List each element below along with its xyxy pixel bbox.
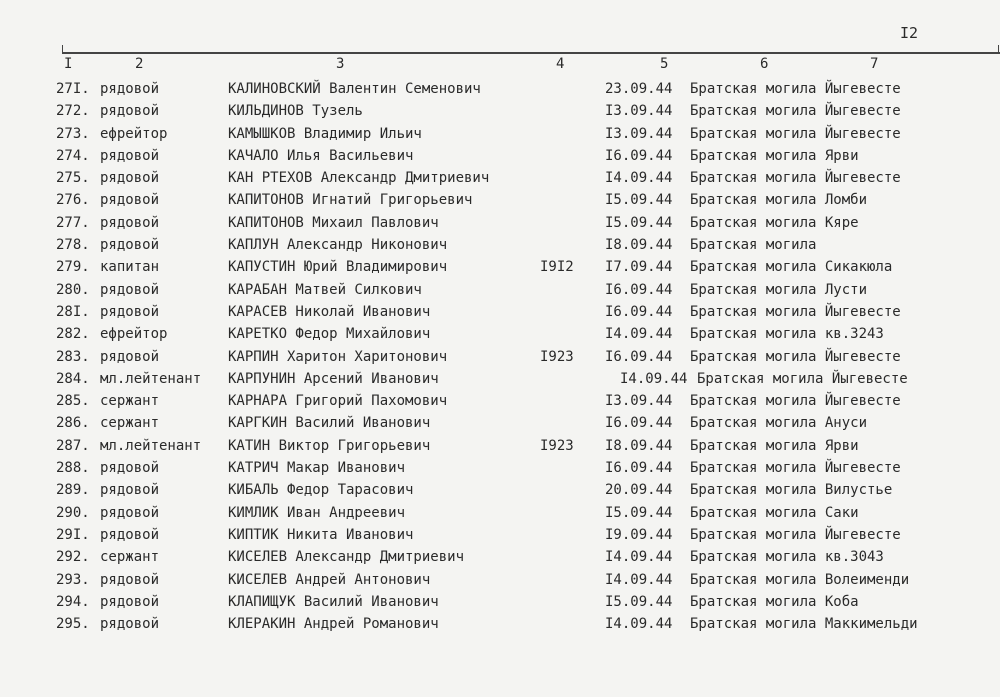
- record-rank: рядовой: [100, 348, 160, 365]
- record-death-date: I8.09.44: [605, 237, 673, 254]
- record-rank: рядовой: [100, 192, 160, 209]
- list-item: [0, 547, 1000, 569]
- record-birth-year: I9I2: [540, 259, 574, 276]
- record-death-date: I3.09.44: [605, 125, 673, 142]
- list-item: [0, 324, 1000, 346]
- record-name: КАМЫШКОВ Владимир Ильич: [228, 125, 422, 142]
- record-number: 278.: [56, 237, 90, 254]
- record-name: КИПТИК Никита Иванович: [228, 526, 414, 543]
- record-burial-place: Братская могила Йыгевесте: [690, 393, 901, 410]
- record-name: КАТРИЧ Макар Иванович: [228, 460, 406, 477]
- record-name: КИБАЛЬ Федор Тарасович: [228, 482, 414, 499]
- record-name: КИМЛИК Иван Андреевич: [228, 504, 406, 521]
- record-rank: рядовой: [100, 303, 160, 320]
- record-rank: рядовой: [100, 281, 160, 298]
- list-item: [0, 503, 1000, 525]
- record-number: 295.: [56, 616, 90, 633]
- record-rank: рядовой: [100, 504, 160, 521]
- record-name: КАРПУНИН Арсений Иванович: [228, 370, 439, 387]
- record-death-date: I5.09.44: [605, 192, 673, 209]
- record-burial-place: Братская могила Йыгевесте: [690, 460, 901, 477]
- list-item: [0, 101, 1000, 123]
- record-number: 293.: [56, 571, 90, 588]
- record-rank: рядовой: [100, 170, 160, 187]
- list-item: [0, 79, 1000, 101]
- record-death-date: I4.09.44: [605, 326, 673, 343]
- record-burial-place: Братская могила Йыгевесте: [690, 125, 901, 142]
- record-burial-place: Братская могила Маккимельди: [690, 616, 918, 633]
- list-item: [0, 235, 1000, 257]
- record-number: 287.: [56, 437, 90, 454]
- record-number: 294.: [56, 593, 90, 610]
- record-burial-place: Братская могила Саки: [690, 504, 859, 521]
- record-rank: рядовой: [100, 103, 160, 120]
- record-rank: рядовой: [100, 81, 160, 97]
- record-name: КАТИН Виктор Григорьевич: [228, 437, 431, 454]
- record-burial-place: Братская могила Сикакюла: [690, 259, 893, 276]
- record-burial-place: Братская могила Ануси: [690, 415, 868, 432]
- record-number: 275.: [56, 170, 90, 187]
- record-number: 28I.: [56, 303, 90, 320]
- record-death-date: I4.09.44: [605, 616, 673, 633]
- record-rank: мл.лейтенант: [100, 437, 202, 454]
- list-item: [0, 146, 1000, 168]
- record-number: 29I.: [56, 526, 90, 543]
- record-number: 272.: [56, 103, 90, 120]
- record-death-date: 20.09.44: [605, 482, 673, 499]
- record-name: КАРЕТКО Федор Михайлович: [228, 326, 431, 343]
- record-burial-place: Братская могила кв.3243: [690, 326, 884, 343]
- record-rank: рядовой: [100, 571, 160, 588]
- list-item: [0, 168, 1000, 190]
- header-tick: [62, 45, 63, 53]
- record-rank: сержант: [100, 393, 160, 410]
- list-item: [0, 458, 1000, 480]
- record-birth-year: I923: [540, 437, 574, 454]
- record-death-date: I6.09.44: [605, 460, 673, 477]
- record-number: 277.: [56, 214, 90, 231]
- record-burial-place: Братская могила Ярви: [690, 147, 859, 164]
- record-name: КАЛИНОВСКИЙ Валентин Семенович: [228, 81, 481, 97]
- column-header-6: 6: [760, 56, 769, 72]
- record-number: 27I.: [56, 81, 90, 97]
- record-rank: мл.лейтенант: [100, 370, 202, 387]
- record-burial-place: Братская могила Йыгевесте: [690, 103, 901, 120]
- list-item: [0, 570, 1000, 592]
- record-death-date: 23.09.44: [605, 81, 673, 97]
- record-number: 274.: [56, 147, 90, 164]
- list-item: [0, 257, 1000, 279]
- header-rule: [62, 52, 1000, 54]
- record-burial-place: Братская могила Волеименди: [690, 571, 910, 588]
- record-number: 280.: [56, 281, 90, 298]
- column-header-5: 5: [660, 56, 669, 72]
- record-rank: рядовой: [100, 237, 160, 254]
- record-number: 289.: [56, 482, 90, 499]
- record-number: 276.: [56, 192, 90, 209]
- record-death-date: I4.09.44: [605, 549, 673, 566]
- record-number: 284.: [56, 370, 90, 387]
- list-item: [0, 280, 1000, 302]
- record-rank: рядовой: [100, 616, 160, 633]
- record-name: КАРГКИН Василий Иванович: [228, 415, 431, 432]
- list-item: [0, 391, 1000, 413]
- record-death-date: I4.09.44: [620, 370, 688, 387]
- record-burial-place: Братская могила Ярви: [690, 437, 859, 454]
- record-death-date: I8.09.44: [605, 437, 673, 454]
- record-burial-place: Братская могила: [690, 237, 817, 254]
- record-burial-place: Братская могила Йыгевесте: [690, 81, 901, 97]
- record-death-date: I9.09.44: [605, 526, 673, 543]
- record-number: 285.: [56, 393, 90, 410]
- list-item: [0, 302, 1000, 324]
- record-number: 286.: [56, 415, 90, 432]
- record-death-date: I5.09.44: [605, 593, 673, 610]
- record-name: КАРАСЕВ Николай Иванович: [228, 303, 431, 320]
- record-number: 279.: [56, 259, 90, 276]
- record-death-date: I6.09.44: [605, 147, 673, 164]
- record-death-date: I3.09.44: [605, 393, 673, 410]
- list-item: [0, 190, 1000, 212]
- record-burial-place: Братская могила Йыгевесте: [690, 526, 901, 543]
- record-name: КАПЛУН Александр Никонович: [228, 237, 448, 254]
- record-name: КАЧАЛО Илья Васильевич: [228, 147, 414, 164]
- record-number: 273.: [56, 125, 90, 142]
- record-burial-place: Братская могила Йыгевесте: [690, 170, 901, 187]
- record-name: КЛЕРАКИН Андрей Романович: [228, 616, 439, 633]
- record-rank: капитан: [100, 259, 160, 276]
- list-item: [0, 347, 1000, 369]
- list-item: [0, 413, 1000, 435]
- record-name: КАПУСТИН Юрий Владимирович: [228, 259, 448, 276]
- record-burial-place: Братская могила Вилустье: [690, 482, 893, 499]
- records-list: [0, 79, 1000, 636]
- record-burial-place: Братская могила Ломби: [690, 192, 868, 209]
- list-item: [0, 369, 1000, 391]
- record-burial-place: Братская могила Йыгевесте: [690, 348, 901, 365]
- record-birth-year: I923: [540, 348, 574, 365]
- header-tick: [998, 45, 999, 53]
- record-burial-place: Братская могила Йыгевесте: [697, 370, 908, 387]
- record-name: КИСЕЛЕВ Андрей Антонович: [228, 571, 431, 588]
- record-death-date: I6.09.44: [605, 415, 673, 432]
- column-header-2: 2: [135, 56, 144, 72]
- record-number: 288.: [56, 460, 90, 477]
- record-name: КАН РТЕХОВ Александр Дмитриевич: [228, 170, 490, 187]
- list-item: [0, 213, 1000, 235]
- list-item: [0, 592, 1000, 614]
- record-rank: рядовой: [100, 147, 160, 164]
- record-number: 290.: [56, 504, 90, 521]
- record-death-date: I3.09.44: [605, 103, 673, 120]
- record-rank: ефрейтор: [100, 125, 168, 142]
- page-number: I2: [900, 24, 919, 42]
- record-rank: рядовой: [100, 482, 160, 499]
- record-rank: рядовой: [100, 214, 160, 231]
- record-name: КИЛЬДИНОВ Тузель: [228, 103, 363, 120]
- record-burial-place: Братская могила Кяре: [690, 214, 859, 231]
- record-rank: рядовой: [100, 526, 160, 543]
- record-rank: рядовой: [100, 460, 160, 477]
- record-name: КАРАБАН Матвей Силкович: [228, 281, 422, 298]
- column-header-3: 3: [336, 56, 345, 72]
- record-death-date: I5.09.44: [605, 504, 673, 521]
- list-item: [0, 124, 1000, 146]
- record-death-date: I5.09.44: [605, 214, 673, 231]
- list-item: [0, 480, 1000, 502]
- record-rank: сержант: [100, 549, 160, 566]
- record-name: КАПИТОНОВ Игнатий Григорьевич: [228, 192, 473, 209]
- record-burial-place: Братская могила Йыгевесте: [690, 303, 901, 320]
- record-name: КИСЕЛЕВ Александр Дмитриевич: [228, 549, 465, 566]
- record-name: КАПИТОНОВ Михаил Павлович: [228, 214, 439, 231]
- record-burial-place: Братская могила Коба: [690, 593, 859, 610]
- record-death-date: I6.09.44: [605, 348, 673, 365]
- record-death-date: I4.09.44: [605, 170, 673, 187]
- list-item: [0, 614, 1000, 636]
- column-header-1: I: [64, 56, 73, 72]
- record-number: 283.: [56, 348, 90, 365]
- record-number: 292.: [56, 549, 90, 566]
- record-name: КЛАПИЩУК Василий Иванович: [228, 593, 439, 610]
- record-name: КАРПИН Харитон Харитонович: [228, 348, 448, 365]
- record-burial-place: Братская могила Лусти: [690, 281, 868, 298]
- record-rank: рядовой: [100, 593, 160, 610]
- column-header-7: 7: [870, 56, 879, 72]
- column-header-4: 4: [556, 56, 565, 72]
- list-item: [0, 436, 1000, 458]
- record-number: 282.: [56, 326, 90, 343]
- record-death-date: I7.09.44: [605, 259, 673, 276]
- record-death-date: I4.09.44: [605, 571, 673, 588]
- record-name: КАРНАРА Григорий Пахомович: [228, 393, 448, 410]
- record-rank: ефрейтор: [100, 326, 168, 343]
- list-item: [0, 525, 1000, 547]
- record-burial-place: Братская могила кв.3043: [690, 549, 884, 566]
- record-death-date: I6.09.44: [605, 281, 673, 298]
- record-death-date: I6.09.44: [605, 303, 673, 320]
- record-rank: сержант: [100, 415, 160, 432]
